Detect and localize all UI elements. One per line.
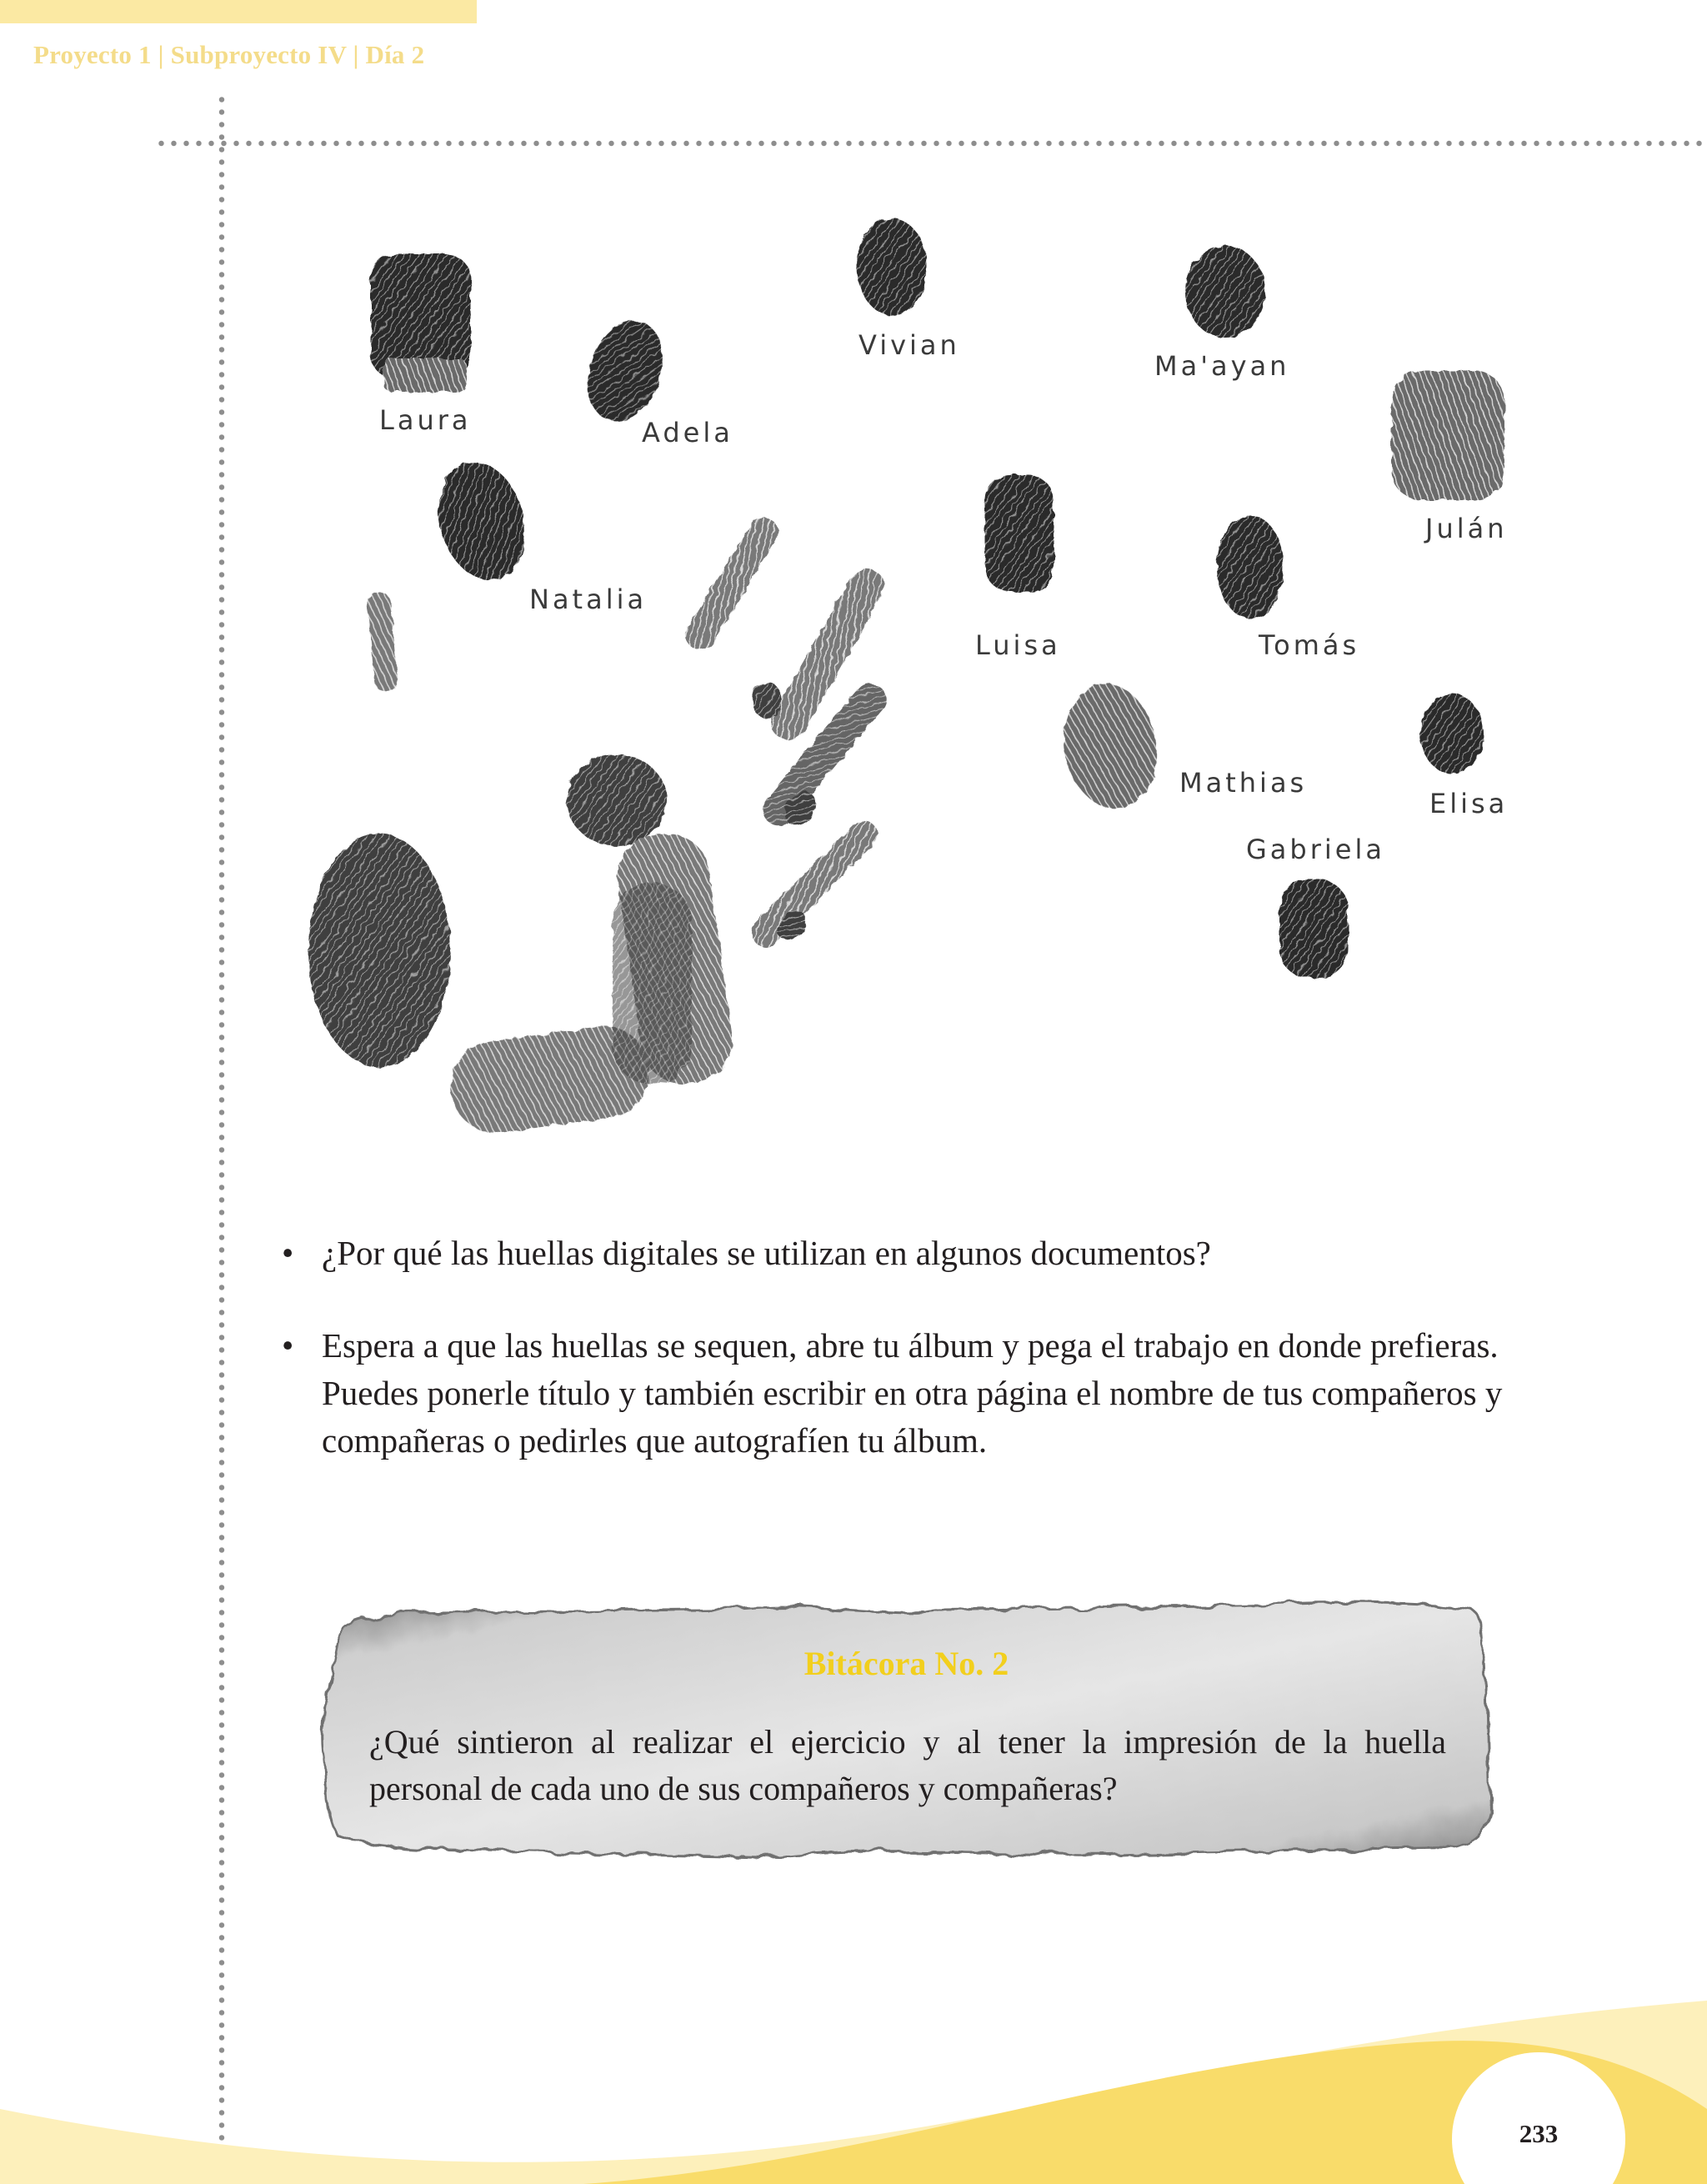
fingerprint-mathias xyxy=(1054,677,1166,816)
list-item xyxy=(275,1230,1525,1277)
list-item-text: ¿Por qué las huellas digitales se utilizan en algunos documentos? xyxy=(322,1234,1211,1272)
bullet-icon: • xyxy=(282,1326,294,1365)
fingerprint-julan xyxy=(1392,371,1504,500)
dotted-rule-vertical xyxy=(218,93,225,2184)
fingerprint-elisa xyxy=(1420,694,1484,774)
fingerprints-illustration xyxy=(300,200,1584,1200)
header-breadcrumb: Proyecto 1 | Subproyecto IV | Día 2 xyxy=(33,40,425,69)
name-label-mathias: Mathias xyxy=(1179,767,1308,799)
name-label-adela: Adela xyxy=(642,417,733,448)
log-box xyxy=(313,1594,1500,1866)
fingerprint-gabriela xyxy=(1279,879,1348,978)
name-label-maayan: Ma'ayan xyxy=(1154,350,1290,382)
fingerprint-tomas xyxy=(1217,515,1284,619)
fingerprint-adela xyxy=(574,310,675,431)
name-label-vivian: Vivian xyxy=(859,329,960,361)
name-label-julan: Julán xyxy=(1425,513,1508,544)
name-label-natalia: Natalia xyxy=(529,584,648,615)
footer-wave-decoration xyxy=(0,1984,1707,2184)
bullet-icon: • xyxy=(282,1234,294,1272)
dotted-rule-horizontal xyxy=(155,140,1707,147)
fingerprint-maayan xyxy=(1185,246,1265,338)
top-color-bar xyxy=(0,0,477,23)
name-label-tomas: Tomás xyxy=(1259,629,1360,661)
fingerprint-laura-base xyxy=(383,358,467,392)
name-label-laura: Laura xyxy=(379,404,472,436)
name-label-luisa: Luisa xyxy=(975,629,1061,661)
log-title: Bitácora No. 2 xyxy=(803,1645,1009,1682)
page-number: 233 xyxy=(1519,2119,1559,2148)
log-question: ¿Qué sintieron al realizar el ejercicio y al tener la impresión de la huella personal de cada uno de sus compañeros y compañeras? xyxy=(369,1723,1446,1807)
fingerprint-vivian xyxy=(857,218,927,315)
fingerprint-natalia xyxy=(426,453,538,590)
name-label-elisa: Elisa xyxy=(1429,788,1509,819)
question-list xyxy=(275,1230,1525,1465)
fingerprint-luisa xyxy=(985,475,1054,592)
list-item xyxy=(275,1322,1525,1465)
name-label-gabriela: Gabriela xyxy=(1246,834,1385,865)
list-item-text: Espera a que las huellas se sequen, abre tu álbum y pega el trabajo en donde prefieras. Puedes ponerle título y también escribir en otra página el nombre de tus compañeros y compañeras o pedirles que autografíen tu álbum. xyxy=(322,1326,1503,1460)
